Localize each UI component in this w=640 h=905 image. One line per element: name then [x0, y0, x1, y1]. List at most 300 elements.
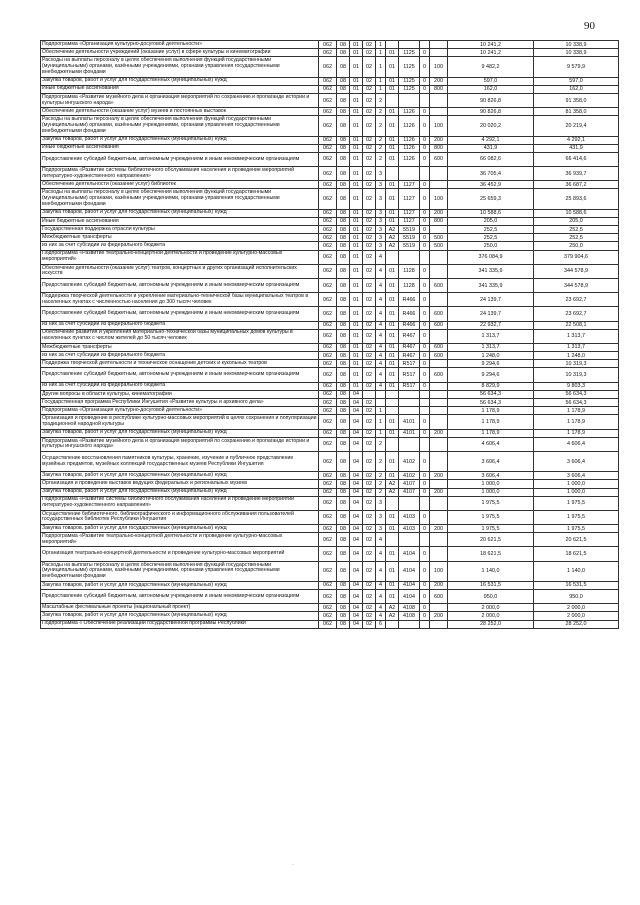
row-code-5: 01	[386, 352, 399, 360]
row-code-1: 08	[337, 581, 350, 589]
row-code-5: 01	[386, 547, 399, 561]
row-amount-v1: 10 241,2	[448, 41, 534, 49]
row-amount-v1: 8 829,9	[448, 382, 534, 390]
row-code-2: 04	[350, 604, 363, 612]
row-name: Обеспечение деятельности (оказание услуг) музеев и постоянных выставок	[41, 108, 319, 116]
row-code-3: 02	[363, 209, 376, 217]
row-code-6	[399, 437, 420, 451]
row-code-2: 01	[350, 116, 363, 136]
row-code-4: 1	[376, 85, 386, 93]
row-code-6: 1125	[399, 85, 420, 93]
row-code-3: 02	[363, 234, 376, 242]
row-code-5: 01	[386, 472, 399, 480]
row-code-8	[430, 329, 448, 343]
row-name: Обеспечение деятельности (оказание услуг) библиотек	[41, 181, 319, 189]
row-code-5: 01	[386, 590, 399, 604]
row-code-4: 4	[376, 321, 386, 329]
row-code-7: 0	[420, 278, 430, 292]
row-code-2: 01	[350, 343, 363, 351]
row-code-7: 0	[420, 368, 430, 382]
table-row	[41, 437, 619, 451]
row-code-2: 04	[350, 510, 363, 524]
row-code-5: 01	[386, 321, 399, 329]
row-code-4: 2	[376, 144, 386, 152]
row-amount-v1: 1 000,0	[448, 480, 534, 488]
row-code-6: 4108	[399, 612, 420, 620]
row-code-6: 1125	[399, 49, 420, 57]
row-name: Государственная программа Республики Ингушетия «Развитие культуры и архивного дела»	[41, 399, 319, 407]
row-code-5: 01	[386, 368, 399, 382]
row-name: из них за счет субсидии из федерального бюджета	[41, 321, 319, 329]
row-code-3: 02	[363, 93, 376, 107]
row-code-0: 062	[319, 116, 337, 136]
row-amount-v2: 23 692,7	[534, 307, 619, 321]
row-code-3: 02	[363, 429, 376, 437]
row-code-2: 01	[350, 49, 363, 57]
row-name: Предоставление субсидий бюджетным, автономным учреждениям и иным некоммерческим организациям	[41, 590, 319, 604]
row-code-8: 200	[430, 612, 448, 620]
row-code-1: 08	[337, 407, 350, 415]
row-code-0: 062	[319, 167, 337, 181]
row-name: Межбюджетные трансферты	[41, 234, 319, 242]
row-code-0: 062	[319, 407, 337, 415]
row-code-3: 02	[363, 382, 376, 390]
row-code-4: 2	[376, 93, 386, 107]
row-amount-v1: 205,0	[448, 217, 534, 225]
row-code-2: 01	[350, 209, 363, 217]
row-code-5: A2	[386, 488, 399, 496]
row-code-2: 04	[350, 429, 363, 437]
row-name: Закупка товаров, работ и услуг для государственных (муниципальных) нужд	[41, 612, 319, 620]
row-code-0: 062	[319, 152, 337, 166]
row-code-2: 04	[350, 620, 363, 628]
row-code-0: 062	[319, 242, 337, 250]
row-name: Подпрограмма «Развитие системы библиотечного обслуживания населения и проведение мероприятий литературно-художественного направления»	[41, 167, 319, 181]
row-name: из них за счет субсидии из федерального бюджета	[41, 352, 319, 360]
row-code-6: 4103	[399, 525, 420, 533]
row-name: Поддержка творческой деятельности и укрепление материально-технической базы муниципальных театров в населенных пунктах с численностью населения до 300 тысяч человек	[41, 293, 319, 307]
row-code-1: 08	[337, 590, 350, 604]
row-code-6	[399, 407, 420, 415]
row-name: Иные бюджетные ассигнования	[41, 85, 319, 93]
row-code-5: 01	[386, 510, 399, 524]
row-code-0: 062	[319, 525, 337, 533]
row-amount-v2: 4 292,1	[534, 136, 619, 144]
row-code-0: 062	[319, 181, 337, 189]
row-code-1: 08	[337, 116, 350, 136]
row-code-4: 4	[376, 581, 386, 589]
row-amount-v2: 1 000,0	[534, 480, 619, 488]
row-code-2: 04	[350, 390, 363, 398]
row-amount-v2: 3 606,4	[534, 472, 619, 480]
row-name: Закупка товаров, работ и услуг для государственных (муниципальных) нужд	[41, 136, 319, 144]
row-code-2: 01	[350, 77, 363, 85]
row-code-5: 01	[386, 293, 399, 307]
row-code-8: 800	[430, 217, 448, 225]
row-code-5	[386, 41, 399, 49]
row-name: Иные бюджетные ассигнования	[41, 144, 319, 152]
row-code-4: 2	[376, 152, 386, 166]
row-code-1: 08	[337, 278, 350, 292]
row-code-2: 01	[350, 93, 363, 107]
row-code-2: 01	[350, 307, 363, 321]
row-code-8	[430, 108, 448, 116]
row-code-1: 08	[337, 108, 350, 116]
row-code-8	[430, 293, 448, 307]
row-amount-v1: 162,0	[448, 85, 534, 93]
scan-speck: ·	[292, 862, 294, 868]
row-code-0: 062	[319, 217, 337, 225]
row-code-8	[430, 451, 448, 471]
row-name: Закупка товаров, работ и услуг для государственных (муниципальных) нужд	[41, 429, 319, 437]
row-code-2: 01	[350, 181, 363, 189]
row-name: Предоставление субсидий бюджетным, автономным учреждениям и иным некоммерческим организациям	[41, 368, 319, 382]
row-code-6: 1128	[399, 278, 420, 292]
row-amount-v1: 66 082,6	[448, 152, 534, 166]
row-amount-v2: 379 904,6	[534, 250, 619, 264]
row-amount-v1: 28 252,0	[448, 620, 534, 628]
table-row	[41, 108, 619, 116]
row-code-6: 1127	[399, 217, 420, 225]
row-code-2: 04	[350, 496, 363, 510]
row-code-4: 4	[376, 590, 386, 604]
row-code-2: 04	[350, 451, 363, 471]
row-code-8: 800	[430, 85, 448, 93]
row-code-6	[399, 533, 420, 547]
row-code-0: 062	[319, 472, 337, 480]
row-code-4: 1	[376, 429, 386, 437]
row-amount-v2: 10 338,9	[534, 41, 619, 49]
row-code-1: 08	[337, 620, 350, 628]
table-row	[41, 144, 619, 152]
row-code-3: 02	[363, 525, 376, 533]
row-code-4: 3	[376, 496, 386, 510]
table-row	[41, 472, 619, 480]
row-code-4: 3	[376, 189, 386, 209]
row-code-7: 0	[420, 604, 430, 612]
row-name: Подпрограмма «Развитие музейного дела и организация мероприятий по сохранению и пропаганде истории и культуры ингушского народа»	[41, 437, 319, 451]
row-code-7: 0	[420, 429, 430, 437]
row-code-4: 4	[376, 612, 386, 620]
row-name: Закупка товаров, работ и услуг для государственных (муниципальных) нужд	[41, 77, 319, 85]
row-code-7: 0	[420, 472, 430, 480]
row-code-6: R517	[399, 382, 420, 390]
row-code-7: 0	[420, 293, 430, 307]
row-code-4: 4	[376, 343, 386, 351]
table-row	[41, 226, 619, 234]
row-code-4: 1	[376, 57, 386, 77]
row-code-4: 4	[376, 360, 386, 368]
row-code-5: 01	[386, 429, 399, 437]
table-row	[41, 77, 619, 85]
row-code-0: 062	[319, 234, 337, 242]
table-row	[41, 242, 619, 250]
row-code-6	[399, 250, 420, 264]
table-row	[41, 136, 619, 144]
row-code-5: 01	[386, 525, 399, 533]
row-name: Расходы на выплаты персоналу в целях обеспечения выполнения функций государственными (муниципальными) органами, казёнными учреждениями, органами управления государственными внебюджетными фондами	[41, 57, 319, 77]
row-name: Подпрограмма «Развитие музейного дела и организация мероприятий по сохранению и пропаганде истории и культуры ингушского народа»	[41, 93, 319, 107]
row-code-3: 02	[363, 590, 376, 604]
row-code-4: 3	[376, 209, 386, 217]
row-code-4: 3	[376, 242, 386, 250]
row-code-1: 08	[337, 57, 350, 77]
row-amount-v1: 1 313,7	[448, 343, 534, 351]
row-code-1: 08	[337, 329, 350, 343]
row-code-7: 0	[420, 525, 430, 533]
row-amount-v1: 3 606,4	[448, 472, 534, 480]
row-code-1: 08	[337, 352, 350, 360]
row-name: Расходы на выплаты персоналу в целях обеспечения выполнения функций государственными (муниципальными) органами, казёнными учреждениями, органами управления государственными внебюджетными фондами	[41, 116, 319, 136]
row-code-1: 08	[337, 189, 350, 209]
row-code-3: 02	[363, 360, 376, 368]
row-code-7: 0	[420, 226, 430, 234]
row-code-6	[399, 620, 420, 628]
row-code-1: 08	[337, 77, 350, 85]
row-code-8	[430, 399, 448, 407]
row-code-5: 01	[386, 382, 399, 390]
row-code-2: 01	[350, 329, 363, 343]
table-row	[41, 382, 619, 390]
table-row	[41, 510, 619, 524]
row-code-6: R517	[399, 368, 420, 382]
table-row	[41, 217, 619, 225]
row-code-0: 062	[319, 590, 337, 604]
row-code-5: A2	[386, 612, 399, 620]
row-amount-v2: 22 508,1	[534, 321, 619, 329]
row-code-0: 062	[319, 77, 337, 85]
row-name: Организация театрально-концертной деятельности и проведение культурно-массовых мероприятий	[41, 547, 319, 561]
row-code-4: 4	[376, 329, 386, 343]
table-row	[41, 209, 619, 217]
row-code-3: 02	[363, 581, 376, 589]
row-code-6: 5519	[399, 226, 420, 234]
row-code-5: 01	[386, 278, 399, 292]
row-code-6	[399, 167, 420, 181]
row-code-8: 600	[430, 343, 448, 351]
row-name: Расходы на выплаты персоналу в целях обеспечения выполнения функций государственными (муниципальными) органами, казёнными учреждениями, органами управления государственными внебюджетными фондами	[41, 561, 319, 581]
row-code-0: 062	[319, 293, 337, 307]
row-code-4: 4	[376, 264, 386, 278]
row-code-1: 08	[337, 415, 350, 429]
row-code-7: 0	[420, 242, 430, 250]
row-code-7: 0	[420, 49, 430, 57]
table-row	[41, 488, 619, 496]
row-code-7	[420, 167, 430, 181]
row-code-3: 02	[363, 293, 376, 307]
row-code-3: 02	[363, 547, 376, 561]
row-code-2: 01	[350, 167, 363, 181]
row-code-5	[386, 93, 399, 107]
row-amount-v1: 36 452,9	[448, 181, 534, 189]
row-name: Государственная поддержка отрасли культуры	[41, 226, 319, 234]
row-code-8	[430, 226, 448, 234]
row-code-5: 01	[386, 152, 399, 166]
row-code-3: 02	[363, 407, 376, 415]
table-row	[41, 49, 619, 57]
row-name: Подпрограмма «Организация культурно-досуговой деятельности»	[41, 407, 319, 415]
row-amount-v2: 344 578,9	[534, 278, 619, 292]
table-row	[41, 264, 619, 278]
row-amount-v1: 4 606,4	[448, 437, 534, 451]
row-code-7	[420, 620, 430, 628]
row-code-3: 02	[363, 399, 376, 407]
row-code-2: 01	[350, 217, 363, 225]
row-code-7: 0	[420, 581, 430, 589]
row-code-8	[430, 533, 448, 547]
row-code-6: 4104	[399, 547, 420, 561]
row-code-4: 2	[376, 472, 386, 480]
row-code-6: 5519	[399, 242, 420, 250]
row-code-0: 062	[319, 390, 337, 398]
row-code-2: 04	[350, 472, 363, 480]
row-code-3: 02	[363, 226, 376, 234]
row-code-1: 08	[337, 217, 350, 225]
row-amount-v1: 25 659,3	[448, 189, 534, 209]
row-code-6: 4104	[399, 581, 420, 589]
row-amount-v2: 20 621,5	[534, 533, 619, 547]
row-name: Осуществление восстановления памятников культуры, хранение, изучение и публичное представление музейных предметов, музейных коллекций государственных музеев Республики Ингушетия	[41, 451, 319, 471]
row-amount-v1: 341 335,9	[448, 278, 534, 292]
row-amount-v1: 22 932,7	[448, 321, 534, 329]
row-amount-v2: 56 634,3	[534, 399, 619, 407]
row-amount-v1: 1 000,0	[448, 488, 534, 496]
row-code-4: 2	[376, 437, 386, 451]
row-amount-v2: 28 252,0	[534, 620, 619, 628]
row-code-7: 0	[420, 189, 430, 209]
row-code-0: 062	[319, 604, 337, 612]
row-code-5: 01	[386, 307, 399, 321]
row-code-7	[420, 93, 430, 107]
table-row	[41, 590, 619, 604]
row-amount-v2: 2 000,0	[534, 612, 619, 620]
table-row	[41, 152, 619, 166]
row-code-0: 062	[319, 510, 337, 524]
row-code-0: 062	[319, 547, 337, 561]
row-code-8: 100	[430, 561, 448, 581]
row-code-8: 200	[430, 488, 448, 496]
row-code-6: R517	[399, 360, 420, 368]
row-code-7: 0	[420, 510, 430, 524]
row-code-0: 062	[319, 399, 337, 407]
row-code-2: 01	[350, 136, 363, 144]
row-amount-v1: 24 139,7	[448, 307, 534, 321]
row-code-2: 04	[350, 561, 363, 581]
row-code-0: 062	[319, 329, 337, 343]
row-code-4: 2	[376, 108, 386, 116]
row-code-2: 04	[350, 533, 363, 547]
row-code-4	[376, 390, 386, 398]
row-code-2: 01	[350, 293, 363, 307]
row-code-1: 08	[337, 167, 350, 181]
row-code-4: 3	[376, 167, 386, 181]
row-amount-v2: 56 634,3	[534, 390, 619, 398]
row-amount-v1: 18 621,5	[448, 547, 534, 561]
row-code-1: 08	[337, 480, 350, 488]
row-amount-v2: 1 975,5	[534, 510, 619, 524]
row-code-8	[430, 264, 448, 278]
page-number: 90	[584, 20, 595, 32]
row-code-7: 0	[420, 217, 430, 225]
row-code-1: 08	[337, 525, 350, 533]
row-code-8	[430, 360, 448, 368]
row-code-4: 3	[376, 525, 386, 533]
row-code-1: 08	[337, 451, 350, 471]
row-code-8	[430, 41, 448, 49]
row-code-2: 04	[350, 547, 363, 561]
row-code-3: 02	[363, 85, 376, 93]
row-code-4: 1	[376, 41, 386, 49]
row-code-5: A2	[386, 604, 399, 612]
row-code-7	[420, 250, 430, 264]
row-amount-v1: 10 241,2	[448, 49, 534, 57]
row-code-3: 02	[363, 167, 376, 181]
row-code-7: 0	[420, 108, 430, 116]
row-code-6: 1125	[399, 77, 420, 85]
row-amount-v1: 4 292,1	[448, 136, 534, 144]
row-code-0: 062	[319, 108, 337, 116]
row-code-2: 01	[350, 41, 363, 49]
row-code-0: 062	[319, 533, 337, 547]
row-code-2: 04	[350, 581, 363, 589]
row-amount-v2: 1 000,0	[534, 488, 619, 496]
row-code-6: 1125	[399, 57, 420, 77]
row-code-5: 01	[386, 49, 399, 57]
row-code-0: 062	[319, 368, 337, 382]
row-code-3: 02	[363, 307, 376, 321]
row-amount-v2: 597,0	[534, 77, 619, 85]
row-code-4: 4	[376, 368, 386, 382]
row-code-6: 1127	[399, 209, 420, 217]
row-code-7: 0	[420, 415, 430, 429]
row-code-1: 08	[337, 85, 350, 93]
row-name: из них за счет субсидии из федерального бюджета	[41, 382, 319, 390]
row-code-6: 1126	[399, 136, 420, 144]
row-code-6: 4107	[399, 480, 420, 488]
row-code-0: 062	[319, 360, 337, 368]
row-code-2: 04	[350, 437, 363, 451]
row-code-0: 062	[319, 307, 337, 321]
row-amount-v2: 344 578,9	[534, 264, 619, 278]
row-amount-v1: 56 634,3	[448, 390, 534, 398]
row-code-6: R467	[399, 329, 420, 343]
row-code-3	[363, 390, 376, 398]
table-row	[41, 293, 619, 307]
row-code-2: 01	[350, 152, 363, 166]
row-code-4: 3	[376, 217, 386, 225]
row-code-1: 08	[337, 93, 350, 107]
row-code-2: 01	[350, 226, 363, 234]
row-code-1: 08	[337, 533, 350, 547]
row-code-4: 4	[376, 604, 386, 612]
row-code-4: 4	[376, 561, 386, 581]
row-code-8: 200	[430, 472, 448, 480]
row-code-0: 062	[319, 85, 337, 93]
row-code-1: 08	[337, 226, 350, 234]
row-code-2: 04	[350, 612, 363, 620]
table-row	[41, 116, 619, 136]
row-code-6: 4102	[399, 451, 420, 471]
row-code-0: 062	[319, 451, 337, 471]
row-name: из них за счет субсидии из федерального бюджета	[41, 242, 319, 250]
row-amount-v1: 950,0	[448, 590, 534, 604]
row-amount-v1: 3 606,4	[448, 451, 534, 471]
row-code-7	[420, 390, 430, 398]
row-code-5: 01	[386, 360, 399, 368]
row-code-5	[386, 399, 399, 407]
row-code-7: 0	[420, 181, 430, 189]
row-code-6: 4104	[399, 561, 420, 581]
